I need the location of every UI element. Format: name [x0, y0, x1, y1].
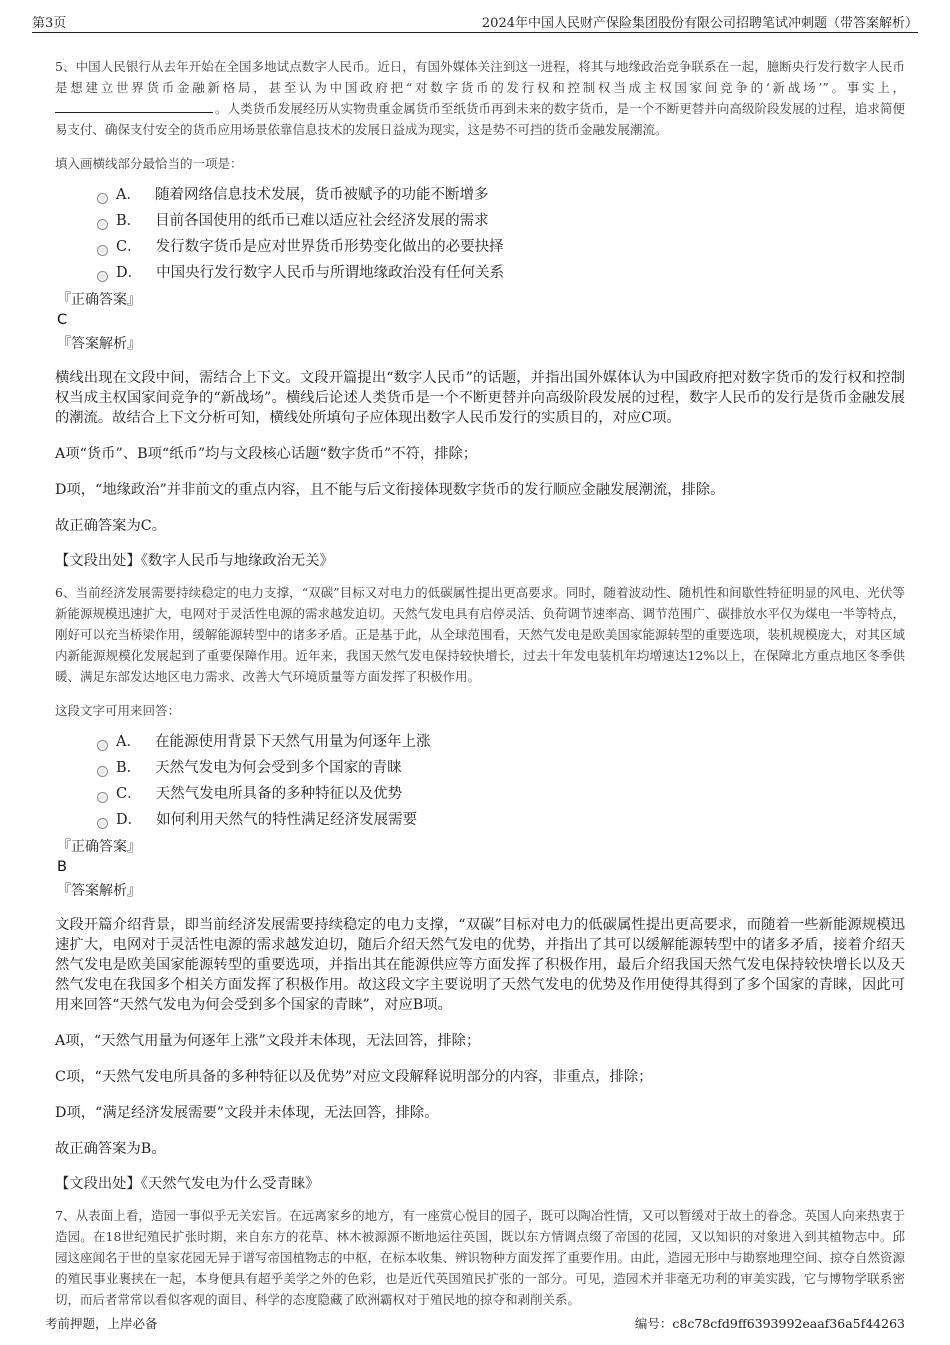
source-citation	[55, 1173, 905, 1193]
option-c[interactable]	[97, 781, 905, 807]
fill-blank-line	[55, 100, 213, 113]
analysis-paragraph: 故正确答案为B。	[55, 1141, 166, 1157]
source-title: 《数字人民币与地缘政治无关》	[140, 553, 334, 569]
option-b[interactable]	[97, 208, 905, 234]
radio-icon[interactable]	[97, 818, 108, 829]
source-citation	[55, 550, 905, 570]
option-a[interactable]	[97, 729, 905, 755]
answer-value: B	[57, 859, 67, 875]
option-c[interactable]	[97, 234, 905, 260]
page-footer	[45, 1314, 905, 1332]
option-text: 在能源使用背景下天然气用量为何逐年上涨	[154, 734, 431, 750]
option-a[interactable]	[97, 182, 905, 208]
option-d[interactable]	[97, 807, 905, 833]
option-letter: A．	[116, 187, 141, 203]
question-6	[55, 582, 905, 1193]
page-content	[55, 56, 905, 1310]
footer-slogan: 考前押题，上岸必备	[45, 1316, 158, 1331]
option-letter: B．	[116, 760, 142, 776]
question-prompt: 填入画横线部分最恰当的一项是：	[55, 156, 243, 171]
option-list	[97, 182, 905, 286]
answer-label: 『正确答案』	[57, 292, 141, 308]
page-header	[32, 12, 918, 33]
analysis-paragraph: C项，“天然气发电所具备的多种特征以及优势”对应文段解释说明部分的内容，非重点，排除；	[55, 1069, 653, 1085]
option-text: 天然气发电所具备的多种特征以及优势	[155, 786, 403, 802]
document-title: 2024年中国人民财产保险集团股份有限公司招聘笔试冲刺题（带答案解析）	[481, 16, 918, 31]
question-stem	[55, 56, 905, 140]
radio-icon[interactable]	[97, 219, 108, 230]
question-prompt: 这段文字可用来回答：	[55, 703, 181, 718]
option-letter: C．	[116, 239, 142, 255]
question-stem: 6、当前经济发展需要持续稳定的电力支撑，“双碳”目标又对电力的低碳属性提出更高要求。同时，随着波动性、随机性和间歇性特征明显的风电、光伏等新能源规模迅速扩大，电网对于灵活性电源的需求越发迫切。天然气发电具有启停灵活、负荷调节速率高、调节范围广、碳排放水平仅为煤电一半等特点，刚好可以充当桥梁作用，缓解能源转型中的诸多矛盾。正是基于此，从全球范围看，天然气发电是欧美国家能源转型的重要选项，装机规模庞大，对其区域内新能源规模化发展起到了重要保障作用。近年来，我国天然气发电保持较快增长，过去十年发电装机年均增速达12%以上，在保障北方重点地区冬季供暖、满足东部发达地区电力需求、改善大气环境质量等方面发挥了积极作用。	[55, 585, 906, 684]
page-number: 第3页	[32, 16, 67, 31]
option-letter: C．	[116, 786, 142, 802]
radio-icon[interactable]	[97, 740, 108, 751]
option-text: 天然气发电为何会受到多个国家的青睐	[155, 760, 402, 776]
stem-text-continued: 。人类货币发展经历从实物贵重金属货币至纸货币再到未来的数字货币，是一个不断更替并向高级阶段发展的过程，追求简便易支付、确保支付安全的货币应用场景依靠信息技术的发展日益成为现实，这是势不可挡的货币金融发展潮流。	[55, 101, 905, 137]
document-id: 编号：c8c78cfd9ff6393992eaaf36a5f44263	[634, 1316, 905, 1331]
source-label: 【文段出处】	[55, 1176, 141, 1192]
option-letter: B．	[116, 213, 142, 229]
analysis-paragraph: D项，“地缘政治”并非前文的重点内容，且不能与后文衔接体现数字货币的发行顺应金融发展潮流，排除。	[55, 482, 725, 498]
analysis-label: 『答案解析』	[57, 336, 141, 352]
analysis-paragraph: 故正确答案为C。	[55, 518, 167, 534]
option-letter: A．	[116, 734, 141, 750]
option-d[interactable]	[97, 260, 905, 286]
option-text: 目前各国使用的纸币已难以适应社会经济发展的需求	[155, 213, 489, 229]
question-stem: 7、从表面上看，造园一事似乎无关宏旨。在远离家乡的地方，有一座赏心悦目的园子，既可以陶冶性情，又可以暂缓对于故土的眷念。英国人向来热衷于造园。在18世纪殖民扩张时期，来自东方的花草、林木被源源不断地运往英国，既以东方情调点缀了帝国的花园，又以知识的对象进入到其植物志中。邱园这座闻名于世的皇家花园无异于谱写帝国植物志的中枢，在标本收集、辨识物种方面发挥了重要作用。由此，造园无形中与勘察地理空间、掠夺自然资源的殖民事业裹挟在一起，本身便具有超乎美学之外的色彩，也是近代英国殖民扩张的一部分。可见，造园术并非毫无功利的审美实践，它与博物学联系密切，而后者常常以看似客观的面目、科学的态度隐藏了欧洲霸权对于殖民地的掠夺和剥削关系。	[55, 1208, 906, 1307]
analysis-paragraph: 横线出现在文段中间，需结合上下文。文段开篇提出“数字人民币”的话题，并指出国外媒体认为中国政府把对数字货币的发行权和控制权当成主权国家间竞争的“新战场”。横线后论述人类货币是一个不断更替并向高级阶段发展的过程，数字人民币的发行是货币金融发展的潮流。故结合上下文分析可知，横线处所填句子应体现出数字人民币发行的实质目的，对应C项。	[55, 370, 905, 426]
stem-text: 5、中国人民银行从去年开始在全国多地试点数字人民币。近日，有国外媒体关注到这一进程，将其与地缘政治竞争联系在一起，臆断央行发行数字人民币是想建立世界货币金融新格局，甚至认为中国政府把“对数字货币的发行权和控制权当成主权国家间竞争的‘新战场’”。事实上，	[55, 59, 905, 95]
radio-icon[interactable]	[97, 766, 108, 777]
option-list	[97, 729, 905, 833]
analysis-paragraph: 文段开篇介绍背景，即当前经济发展需要持续稳定的电力支撑，“双碳”目标对电力的低碳属性提出更高要求，而随着一些新能源规模迅速扩大，电网对于灵活性电源的需求越发迫切，随后介绍天然气发电的优势，并指出了其可以缓解能源转型中的诸多矛盾，接着介绍天然气发电是欧美国家能源转型的重要选项，并指出其在能源供应等方面发挥了积极作用，最后介绍我国天然气发电保持较快增长以及天然气发电在我国多个相关方面发挥了积极作用。故这段文字主要说明了天然气发电的优势及作用使得其得到了多个国家的青睐，因此可用来回答“天然气发电为何会受到多个国家的青睐”，对应B项。	[55, 917, 905, 1013]
option-text: 如何利用天然气的特性满足经济发展需要	[156, 812, 418, 828]
radio-icon[interactable]	[97, 245, 108, 256]
question-5	[55, 56, 905, 570]
option-text: 发行数字货币是应对世界货币形势变化做出的必要抉择	[155, 239, 504, 255]
option-letter: D．	[116, 265, 143, 281]
radio-icon[interactable]	[97, 792, 108, 803]
option-b[interactable]	[97, 755, 905, 781]
option-letter: D．	[116, 812, 143, 828]
source-label: 【文段出处】	[55, 553, 141, 569]
analysis-paragraph: D项，“满足经济发展需要”文段并未体现，无法回答，排除。	[55, 1105, 439, 1121]
option-text: 中国央行发行数字人民币与所谓地缘政治没有任何关系	[156, 265, 505, 281]
analysis-paragraph: A项，“天然气用量为何逐年上涨”文段并未体现，无法回答，排除；	[55, 1033, 481, 1049]
source-title: 《天然气发电为什么受青睐》	[140, 1176, 320, 1192]
radio-icon[interactable]	[97, 271, 108, 282]
analysis-label: 『答案解析』	[57, 883, 141, 899]
analysis-paragraph: A项“货币”、B项“纸币”均与文段核心话题“数字货币”不符，排除；	[55, 446, 478, 462]
question-7	[55, 1205, 905, 1310]
radio-icon[interactable]	[97, 193, 108, 204]
answer-label: 『正确答案』	[57, 839, 141, 855]
answer-value: C	[57, 312, 68, 328]
option-text: 随着网络信息技术发展，货币被赋予的功能不断增多	[154, 187, 489, 203]
